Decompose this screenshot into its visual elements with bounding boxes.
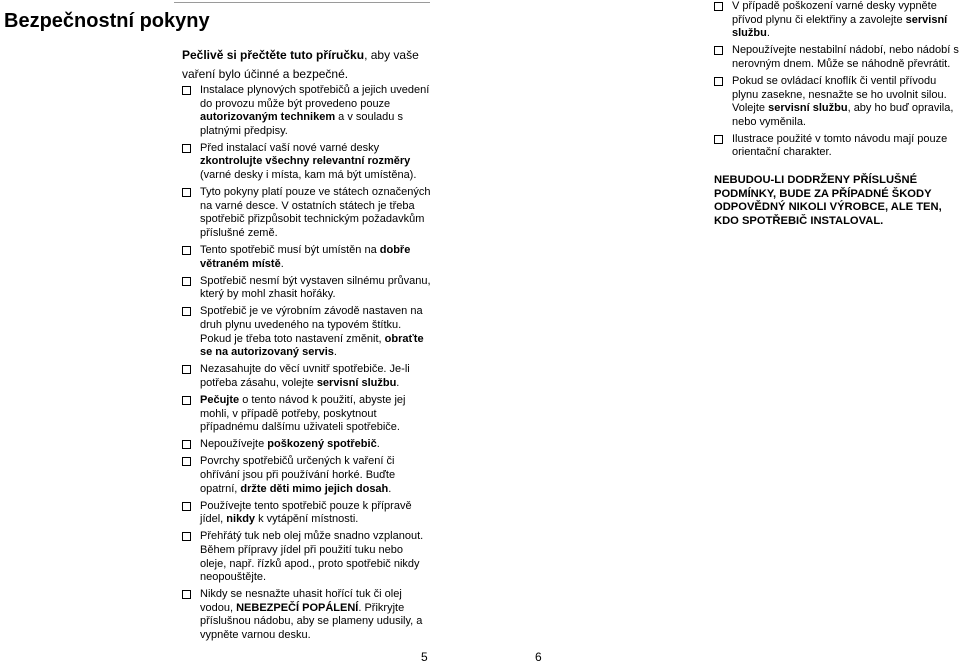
- left-column: [182, 84, 432, 646]
- bullet-item: [714, 0, 960, 41]
- bullet-item: [182, 186, 432, 240]
- bullet-text: Tento spotřebič musí být umístěn na: [200, 244, 380, 257]
- bullet-text: (varné desky i místa, kam má být umístěna).: [200, 169, 417, 182]
- bullet-text: , aby ho buď opravila, nebo vyměnila.: [732, 102, 954, 128]
- bullet-text: Nikdy se nesnažte uhasit hořící tuk či olej vodou,: [200, 588, 402, 614]
- checkbox-bullet-icon: [182, 86, 191, 95]
- bullet-emphasis: nikdy: [226, 513, 256, 526]
- bullet-emphasis: obraťte se na autorizovaný servis: [200, 332, 424, 359]
- checkbox-bullet-icon: [182, 365, 191, 374]
- bullet-item: [182, 394, 432, 435]
- page-title: Bezpečnostní pokyny: [4, 10, 210, 32]
- bullet-emphasis: servisní službu: [732, 13, 948, 40]
- bullet-emphasis: poškozený spotřebič: [267, 438, 377, 451]
- bullet-emphasis: držte děti mimo jejich dosah: [240, 482, 389, 495]
- bullet-text: .: [280, 257, 284, 270]
- bullet-text: V případě poškození varné desky vypněte přívod plynu či elektřiny a zavolejte: [732, 0, 937, 26]
- page-number-right: 6: [535, 650, 542, 664]
- bullet-emphasis: NEBEZPEČÍ POPÁLENÍ: [236, 601, 359, 614]
- bullet-item: [182, 305, 432, 359]
- checkbox-bullet-icon: [182, 246, 191, 255]
- bullet-text: .: [333, 346, 337, 359]
- bullet-item: [182, 500, 432, 527]
- checkbox-bullet-icon: [182, 396, 191, 405]
- bullet-text: . Přikryjte příslušnou nádobu, aby se plameny udusily, a vypněte varnou desku.: [200, 601, 423, 641]
- checkbox-bullet-icon: [182, 144, 191, 153]
- checkbox-bullet-icon: [182, 457, 191, 466]
- left-bullet-list: [182, 84, 432, 643]
- bullet-item: [182, 244, 432, 271]
- bullet-text: Pokud se ovládací knoflík či ventil přívodu plynu zasekne, nesnažte se ho uvolnit silou. Volejte: [732, 74, 947, 115]
- bullet-emphasis: Pečujte: [200, 393, 240, 406]
- bullet-text: o tento návod k použití, abyste jej mohli, v případě potřeby, poskytnout případnému dalšímu uživateli spotřebiče.: [200, 393, 406, 434]
- bullet-text: Nepoužívejte: [200, 438, 268, 451]
- checkbox-bullet-icon: [182, 277, 191, 286]
- bullet-text: Spotřebič nesmí být vystaven silnému průvanu, který by mohl zhasit hořáky.: [200, 274, 431, 301]
- bullet-text: Nezasahujte do věcí uvnitř spotřebiče. Je-li potřeba zásahu, volejte: [200, 363, 410, 389]
- bullet-item: [714, 44, 960, 71]
- checkbox-bullet-icon: [182, 307, 191, 316]
- bullet-text: Používejte tento spotřebič pouze k přípravě jídel,: [200, 499, 412, 526]
- checkbox-bullet-icon: [182, 188, 191, 197]
- bullet-emphasis: autorizovaným technikem: [200, 111, 336, 124]
- bullet-item: [182, 84, 432, 138]
- checkbox-bullet-icon: [714, 46, 723, 55]
- bullet-text: Přehřátý tuk neb olej může snadno vzplanout. Během přípravy jídel při použití tuku nebo oleje, např. řízků apod., proto spotřebič nikdy neopouštějte.: [200, 530, 424, 584]
- bullet-text: Spotřebič je ve výrobním závodě nastaven na druh plynu uvedeného na typovém štítku. Pokud je třeba toto nastavení změnit,: [200, 305, 423, 345]
- bullet-text: Před instalací vaší nové varné desky: [200, 141, 380, 154]
- header-rule: [174, 2, 430, 3]
- intro-emphasis: Pečlivě si přečtěte tuto příručku: [182, 48, 365, 62]
- bullet-item: [182, 142, 432, 183]
- checkbox-bullet-icon: [182, 440, 191, 449]
- checkbox-bullet-icon: [714, 2, 723, 11]
- bullet-item: [182, 275, 432, 302]
- right-column: [714, 0, 960, 228]
- bullet-text: a v souladu s platnými předpisy.: [200, 111, 403, 137]
- bullet-text: Tyto pokyny platí pouze ve státech označených na varné desce. V ostatních státech je třeba spotřebič přizpůsobit technickým požadavkům příslušné země.: [200, 186, 431, 239]
- checkbox-bullet-icon: [182, 502, 191, 511]
- bullet-emphasis: servisní službu: [316, 376, 397, 389]
- page-number-left: 5: [421, 650, 428, 664]
- bullet-emphasis: servisní službu: [768, 102, 848, 115]
- liability-warning: NEBUDOU-LI DODRŽENY PŘÍSLUŠNÉ PODMÍNKY, BUDE ZA PŘÍPADNÉ ŠKODY ODPOVĚDNÝ NIKOLI VÝROBCE, ALE TEN, KDO SPOTŘEBIČ INSTALOVAL.: [714, 174, 942, 227]
- bullet-item: [182, 530, 432, 584]
- bullet-text: Nepoužívejte nestabilní nádobí, nebo nádobí s nerovným dnem. Může se náhodně převrátit.: [732, 44, 959, 70]
- bullet-text: k vytápění místnosti.: [255, 513, 359, 526]
- bullet-item: [714, 133, 960, 160]
- bullet-emphasis: dobře větraném místě: [200, 244, 411, 270]
- intro-text: [182, 46, 422, 84]
- bullet-item: [714, 75, 960, 129]
- bullet-text: .: [388, 482, 392, 495]
- right-bullet-list: [714, 0, 960, 160]
- bullet-text: Povrchy spotřebičů určených k vaření či ohřívání jsou při používání horké. Buďte opatrní,: [200, 455, 396, 495]
- checkbox-bullet-icon: [714, 135, 723, 144]
- checkbox-bullet-icon: [714, 77, 723, 86]
- intro-rest: , aby vaše vaření bylo účinné a bezpečné.: [182, 48, 419, 81]
- bullet-item: [182, 438, 432, 452]
- checkbox-bullet-icon: [182, 590, 191, 599]
- bullet-text: Ilustrace použité v tomto návodu mají pouze orientační charakter.: [732, 132, 948, 159]
- bullet-emphasis: zkontrolujte všechny relevantní rozměry: [200, 155, 411, 168]
- bullet-text: .: [396, 376, 400, 389]
- checkbox-bullet-icon: [182, 532, 191, 541]
- bullet-item: [182, 455, 432, 496]
- bullet-text: .: [376, 438, 380, 451]
- bullet-item: [182, 588, 432, 642]
- bullet-text: .: [766, 27, 770, 40]
- bullet-text: Instalace plynových spotřebičů a jejich uvedení do provozu může být provedeno pouze: [200, 84, 430, 110]
- bullet-item: [182, 363, 432, 390]
